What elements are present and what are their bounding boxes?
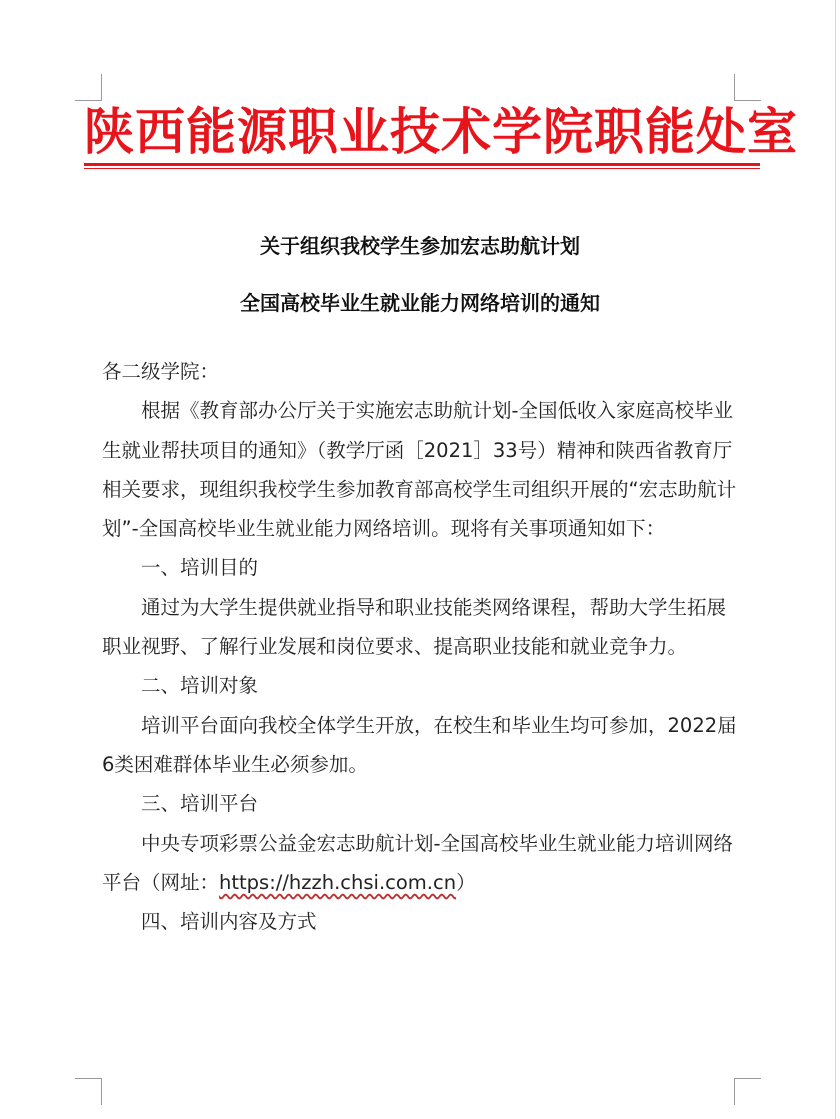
section-3-body-prefix: 中央专项彩票公益金宏志助航计划-全国高校毕业生就业能力培训网络平台（网址： bbox=[102, 831, 734, 894]
document-title-line-1: 关于组织我校学生参加宏志助航计划 bbox=[260, 234, 580, 258]
salutation: 各二级学院： bbox=[102, 360, 220, 383]
page-edge bbox=[835, 0, 836, 1119]
intro-paragraph: 根据《教育部办公厅关于实施宏志助航计划-全国低收入家庭高校毕业生就业帮扶项目的通知》（教学厅函［2021］33号）精神和陕西省教育厅相关要求，现组织我校学生参加教育部高校学生司组织开展的“宏志助航计划”-全国高校毕业生就业能力网络培训。现将有关事项通知如下： bbox=[102, 399, 737, 541]
crop-mark-top-right bbox=[734, 74, 761, 101]
section-1-heading: 一、培训目的 bbox=[141, 556, 259, 580]
crop-mark-top-left bbox=[75, 74, 102, 101]
letterhead-rule-thin bbox=[84, 168, 760, 169]
crop-mark-bottom-left bbox=[75, 1078, 102, 1105]
section-1-body: 通过为大学生提供就业指导和职业技能类网络课程，帮助大学生拓展职业视野、了解行业发展和岗位要求、提高职业技能和就业竞争力。 bbox=[102, 595, 727, 659]
section-2-heading: 二、培训对象 bbox=[141, 674, 259, 698]
section-3-body bbox=[102, 824, 738, 903]
crop-mark-bottom-right bbox=[734, 1078, 761, 1105]
letterhead-title: 陕西能源职业技术学院职能处室 bbox=[84, 103, 798, 161]
section-4-heading: 四、培训内容及方式 bbox=[141, 910, 317, 934]
section-3-body-suffix: ） bbox=[456, 870, 476, 894]
section-3-heading: 三、培训平台 bbox=[141, 792, 259, 816]
section-2-body: 培训平台面向我校全体学生开放，在校生和毕业生均可参加，2022届6类困难群体毕业生必须参加。 bbox=[102, 713, 737, 776]
letterhead-rule-thick bbox=[84, 163, 760, 166]
document-title-line-2: 全国高校毕业生就业能力网络培训的通知 bbox=[240, 291, 600, 315]
document-body bbox=[102, 352, 738, 941]
platform-url: https://hzzh.chsi.com.cn bbox=[219, 870, 457, 894]
